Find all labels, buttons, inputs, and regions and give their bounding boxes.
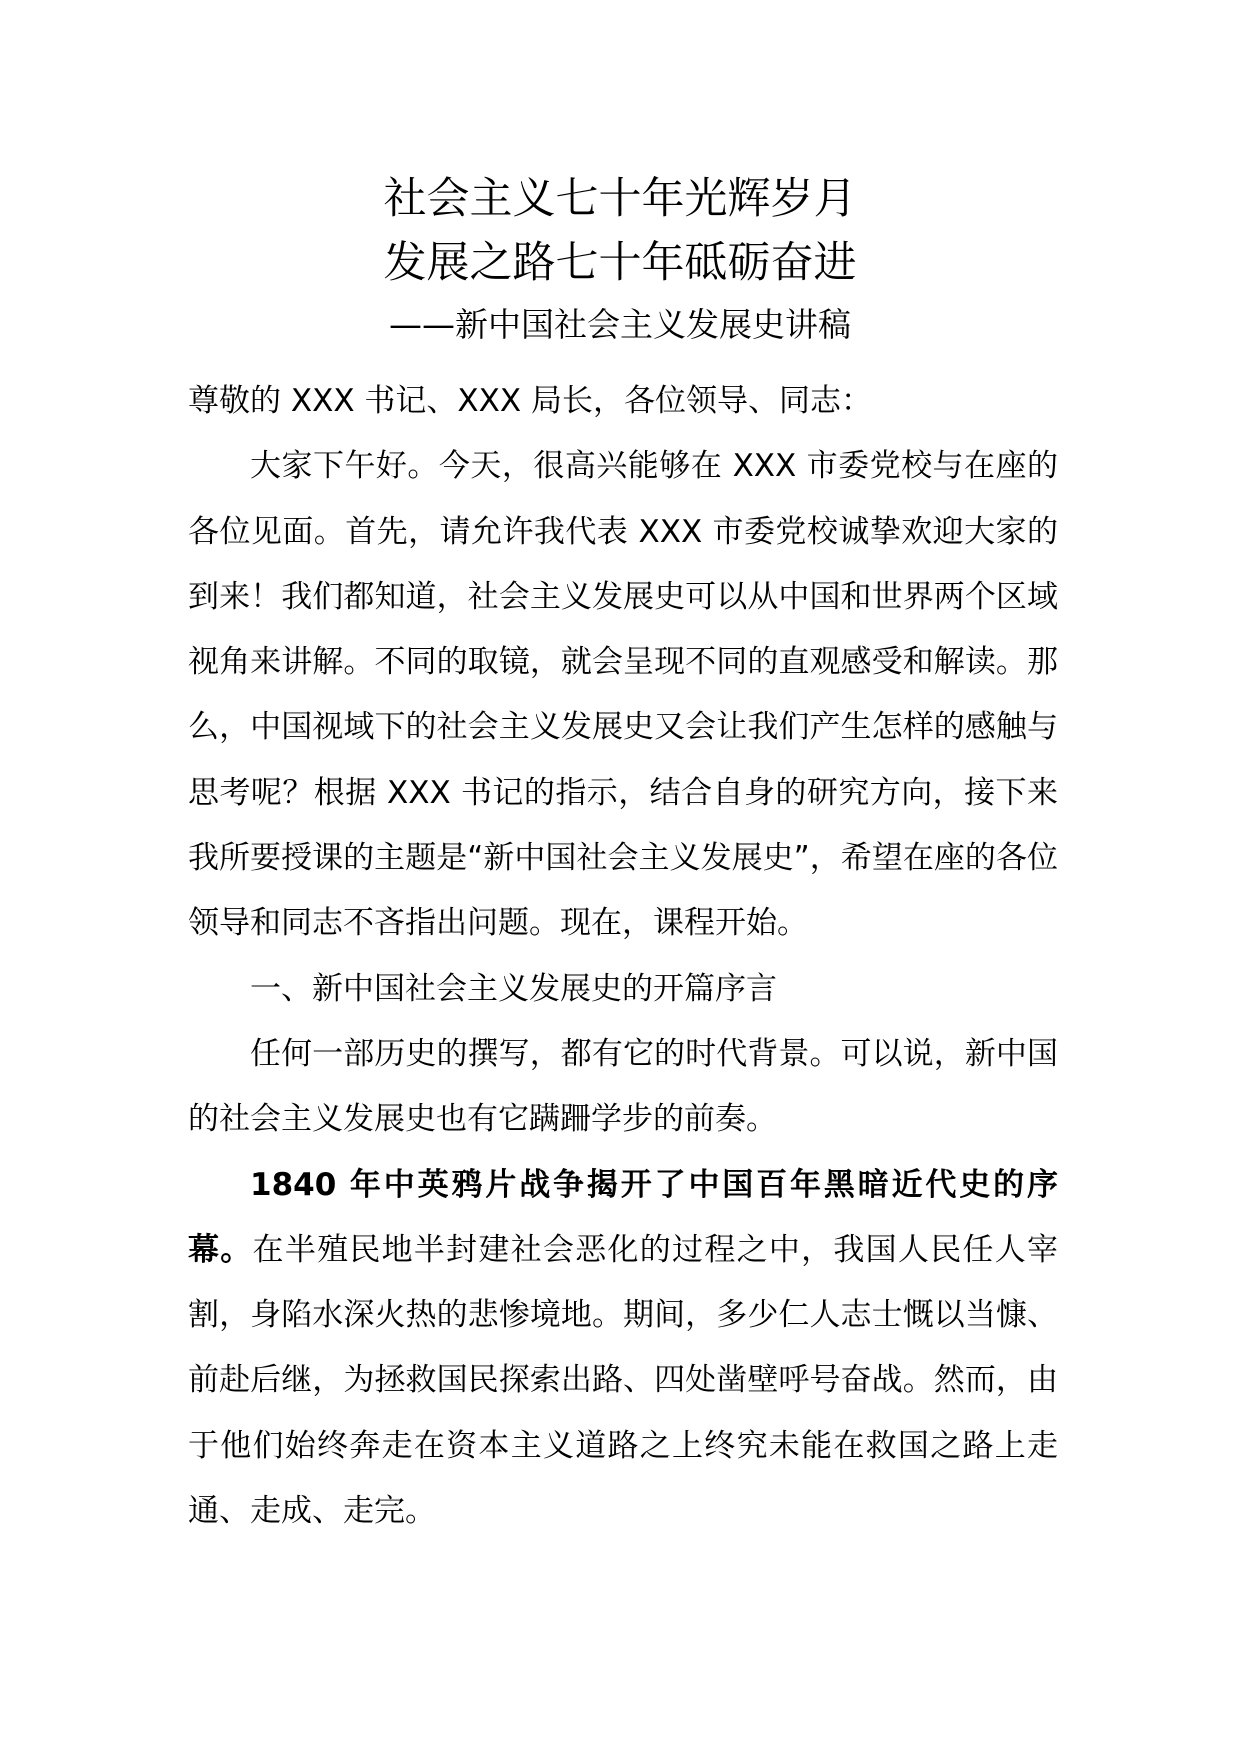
history-paragraph — [188, 1153, 1058, 1545]
document-body — [188, 369, 1058, 1544]
document-title-line2: 发展之路七十年砥砺奋进 — [383, 238, 857, 288]
document-title-line1: 社会主义七十年光辉岁月 — [383, 174, 857, 224]
history-paragraph-text: 在半殖民地半封建社会恶化的过程之中，我国人民任人宰割，身陷水深火热的悲惨境地。期间，多少仁人志士慨以当慷、前赴后继，为拯救国民探索出路、四处凿壁呼号奋战。然而，由于他们始终奔走在资本主义道路之上终究未能在救国之路上走通、走成、走完。 — [188, 1231, 1059, 1530]
opening-paragraph: 大家下午好。今天，很高兴能够在 XXX 市委党校与在座的各位见面。首先，请允许我代表 XXX 市委党校诚挚欢迎大家的到来！我们都知道，社会主义发展史可以从中国和世界两个区域视角来讲解。不同的取镜，就会呈现不同的直观感受和解读。那么，中国视域下的社会主义发展史又会让我们产生怎样的感触与思考呢？根据 XXX 书记的指示，结合自身的研究方向，接下来我所要授课的主题是“新中国社会主义发展史”，希望在座的各位领导和同志不吝指出问题。现在，课程开始。 — [188, 448, 1058, 942]
section-heading: 一、新中国社会主义发展史的开篇序言 — [250, 970, 777, 1007]
document-subtitle: ——新中国社会主义发展史讲稿 — [389, 305, 851, 344]
history-paragraph-lead: 1840 年中英鸦片战争揭开了中国百年黑暗近代史的序幕。 — [188, 1166, 1058, 1268]
section-intro-paragraph: 任何一部历史的撰写，都有它的时代背景。可以说，新中国的社会主义发展史也有它蹒跚学步的前奏。 — [188, 1035, 1058, 1138]
salutation: 尊敬的 XXX 书记、XXX 局长，各位领导、同志： — [188, 383, 872, 419]
